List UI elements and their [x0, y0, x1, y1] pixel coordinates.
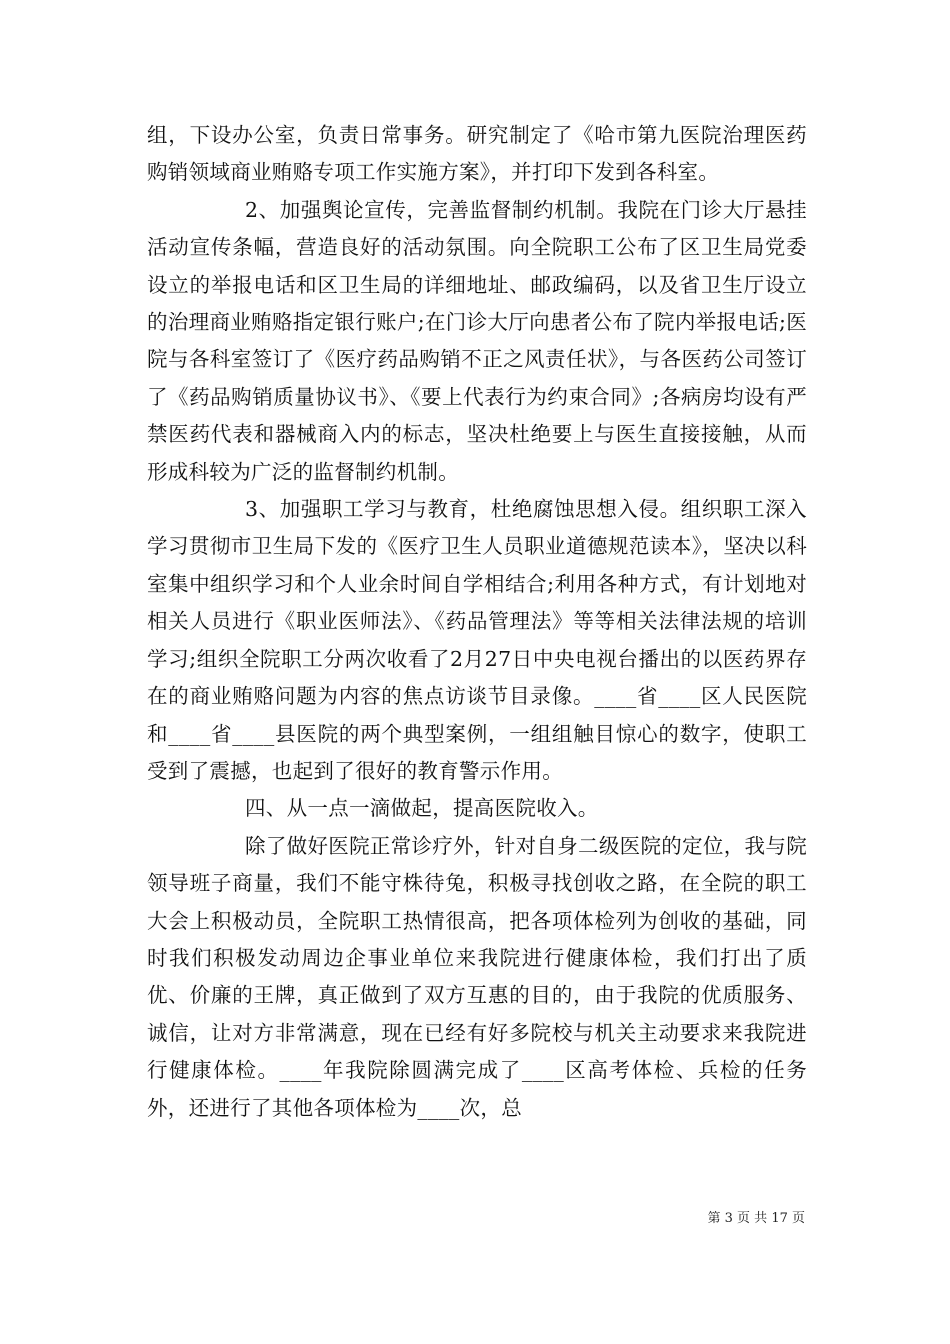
paragraph-3: 3、加强职工学习与教育，杜绝腐蚀思想入侵。组织职工深入学习贯彻市卫生局下发的《医疗卫生人员职业道德规范读本》，坚决以科室集中组织学习和个人业余时间自学相结合;利用各种方式，有计划地对相关人员进行《职业医师法》、《药品管理法》等等相关法律法规的培训学习;组织全院职工分两次收看了2月27日中央电视台播出的以医药界存在的商业贿赂问题为内容的焦点访谈节目录像。____省____区人民医院和____省____县医院的两个典型案例，一组组触目惊心的数字，使职工受到了震撼，也起到了很好的教育警示作用。 — [147, 497, 807, 783]
page-number-footer: 第 3 页 共 17 页 — [707, 1211, 805, 1226]
section-heading: 四、从一点一滴做起，提高医院收入。 — [245, 796, 599, 821]
paragraph-5: 除了做好医院正常诊疗外，针对自身二级医院的定位，我与院领导班子商量，我们不能守株待兔，积极寻找创收之路，在全院的职工大会上积极动员，全院职工热情很高，把各项体检列为创收的基础，同时我们积极发动周边企事业单位来我院进行健康体检，我们打出了质优、价廉的王牌，真正做到了双方互惠的目的，由于我院的优质服务、诚信，让对方非常满意，现在已经有好多院校与机关主动要求来我院进行健康体检。____年我院除圆满完成了____区高考体检、兵检的任务外，还进行了其他各项体检为____次，总 — [147, 833, 807, 1120]
paragraph-1: 组，下设办公室，负责日常事务。研究制定了《哈市第九医院治理医药购销领域商业贿赂专项工作实施方案》，并打印下发到各科室。 — [147, 123, 807, 185]
document-body — [147, 117, 807, 1127]
paragraph-2: 2、加强舆论宣传，完善监督制约机制。我院在门诊大厅悬挂活动宣传条幅，营造良好的活动氛围。向全院职工公布了区卫生局党委设立的举报电话和区卫生局的详细地址、邮政编码，以及省卫生厅设立的治理商业贿赂指定银行账户;在门诊大厅向患者公布了院内举报电话;医院与各科室签订了《医疗药品购销不正之风责任状》，与各医药公司签订了《药品购销质量协议书》、《要上代表行为约束合同》;各病房均设有严禁医药代表和器械商入内的标志，坚决杜绝要上与医生直接接触，从而形成科较为广泛的监督制约机制。 — [147, 197, 807, 484]
